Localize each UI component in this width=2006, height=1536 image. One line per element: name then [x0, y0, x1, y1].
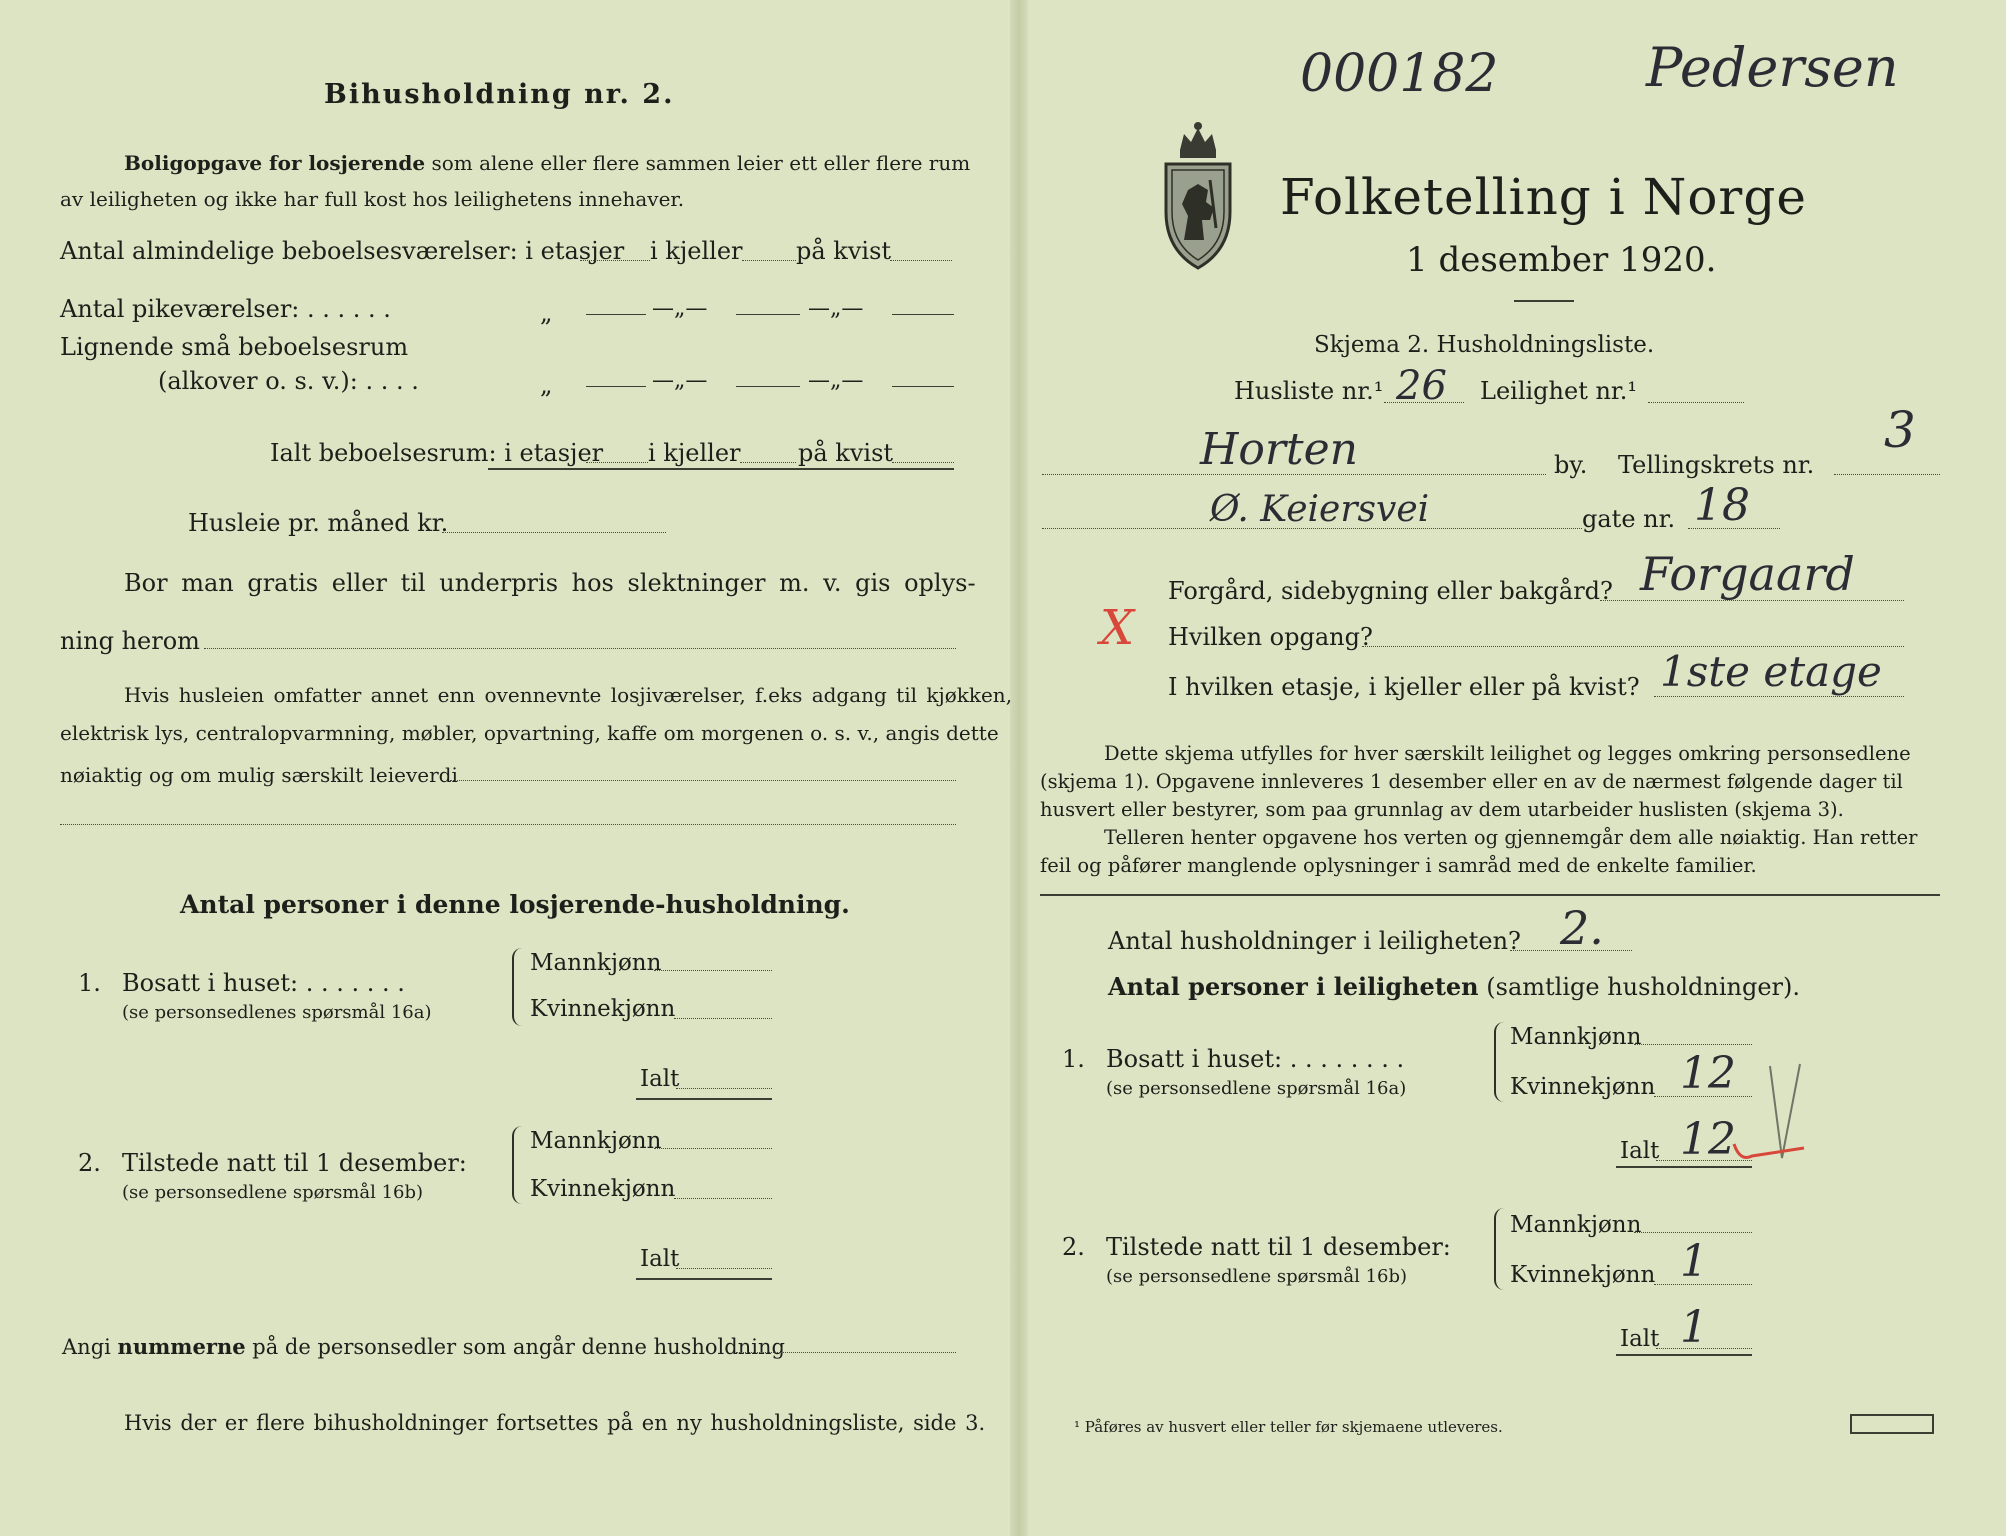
right-item1-num: 1. — [1062, 1045, 1085, 1073]
right-antal-bold: Antal personer i leiligheten — [1108, 972, 1479, 1001]
right-item1-sub: (se personsedlene spørsmål 16a) — [1106, 1078, 1407, 1099]
leilighet-line — [1648, 402, 1744, 403]
tick-marks-icon — [1700, 1058, 1810, 1168]
left-item2-kvinne-label: Kvinnekjønn — [530, 1176, 676, 1202]
hvis-line-b — [60, 824, 956, 825]
instructions-rule — [1040, 894, 1940, 896]
right-item1-ialt-label: Ialt — [1620, 1138, 1660, 1164]
para2-line-1: Telleren henter opgavene hos verten og gjennemgår dem alle nøiaktig. Han retter — [1104, 826, 1918, 849]
pike-line-2 — [736, 314, 800, 315]
right-item1-label: Bosatt i huset: . . . . . . . . — [1106, 1045, 1405, 1073]
lignende-label: Lignende små beboelsesrum — [60, 333, 409, 361]
right-item1-mann-line — [1634, 1044, 1752, 1045]
right-item2-mann-line — [1634, 1232, 1752, 1233]
coat-of-arms-icon — [1158, 120, 1238, 272]
left-item1-ialt-line — [676, 1088, 772, 1089]
alkover-ditto-3: —„— — [808, 368, 864, 393]
right-item1-brace — [1494, 1022, 1506, 1102]
rooms-kjeller-line — [742, 260, 796, 261]
intro-line-2: av leiligheten og ikke har full kost hos leilighetens innehaver. — [60, 187, 685, 211]
bihusholdning-heading: Bihusholdning nr. 2. — [324, 79, 675, 110]
right-antal-line — [1108, 974, 1800, 1000]
right-item2-num: 2. — [1062, 1233, 1085, 1261]
left-item1-brace — [512, 948, 524, 1026]
left-item1-sub: (se personsedlenes spørsmål 16a) — [122, 1002, 432, 1023]
left-antal-heading: Antal personer i denne losjerende-husholdning. — [180, 890, 850, 919]
title-rule — [1514, 300, 1574, 302]
gate-nr-value: 18 — [1694, 480, 1750, 531]
pike-line-3 — [892, 314, 954, 315]
angi-line — [62, 1334, 785, 1360]
para2-line-2: feil og påfører manglende oplysninger i samråd med de enkelte familier. — [1040, 854, 1757, 877]
pike-line-1 — [586, 314, 646, 315]
left-footer: Hvis der er flere bihusholdninger fortsettes på en ny husholdningsliste, side 3. — [124, 1411, 986, 1435]
husleie-line — [442, 532, 666, 533]
left-item2-ialt-label: Ialt — [640, 1246, 680, 1272]
ialt-kvist-label: på kvist — [798, 439, 894, 467]
left-item1-label: Bosatt i huset: . . . . . . . — [122, 969, 405, 997]
hvis-line-a — [450, 780, 956, 781]
left-item2-sub: (se personsedlene spørsmål 16b) — [122, 1182, 424, 1203]
husholdninger-value: 2. — [1560, 901, 1604, 955]
alkover-ditto: „ — [540, 371, 553, 399]
left-item1-kvinne-label: Kvinnekjønn — [530, 996, 676, 1022]
para1-line-2: (skjema 1). Opgavene innleveres 1 desember eller en av de nærmest følgende dager til — [1040, 770, 1903, 793]
forgaard-value: Forgaard — [1640, 547, 1855, 601]
ialt-rooms-label: Ialt beboelsesrum: i etasjer — [270, 439, 604, 467]
left-item2-num: 2. — [78, 1149, 101, 1177]
hw-top-name: Pedersen — [1646, 36, 1899, 99]
right-item2-mann-label: Mannkjønn — [1510, 1212, 1642, 1238]
pike-ditto: „ — [540, 299, 553, 327]
right-item2-kvinne-label: Kvinnekjønn — [1510, 1262, 1656, 1288]
gratis-line — [204, 648, 956, 649]
pike-ditto-3: —„— — [808, 296, 864, 321]
angi-line-fill — [736, 1352, 956, 1353]
angi-bold: nummerne — [117, 1334, 246, 1359]
hvis-line-1: Hvis husleien omfatter annet enn ovennevnte losjiværelser, f.eks adgang til kjøkken, — [124, 683, 1013, 707]
right-antal-rest: (samtlige husholdninger). — [1486, 973, 1801, 1001]
right-item1-kvinne-label: Kvinnekjønn — [1510, 1074, 1656, 1100]
etasje-line — [1654, 696, 1904, 697]
rooms-label: Antal almindelige beboelsesværelser: i etasjer — [60, 237, 625, 265]
rooms-etasjer-line — [580, 260, 650, 261]
left-item1-ialt-label: Ialt — [640, 1066, 680, 1092]
tellingskrets-value: 3 — [1884, 401, 1916, 459]
left-item1-kvinne-line — [674, 1018, 772, 1019]
husliste-label: Husliste nr.¹ — [1234, 377, 1384, 405]
left-item2-label: Tilstede natt til 1 desember: — [122, 1149, 467, 1177]
left-item1-num: 1. — [78, 969, 101, 997]
right-item2-ialt-rule — [1616, 1354, 1752, 1356]
ialt-rooms-underline — [488, 468, 954, 470]
main-title: Folketelling i Norge — [1280, 168, 1807, 226]
alkover-line-3 — [892, 386, 954, 387]
tellingskrets-line — [1834, 474, 1940, 475]
gate-label: gate nr. — [1582, 505, 1676, 533]
hvis-line-3: nøiaktig og om mulig særskilt leieverdi — [60, 763, 458, 787]
left-item1-mann-line — [654, 970, 772, 971]
ialt-kjeller-line — [740, 462, 796, 463]
main-subtitle: 1 desember 1920. — [1406, 240, 1717, 280]
leilighet-label: Leilighet nr.¹ — [1480, 377, 1638, 405]
ialt-kjeller-label: i kjeller — [648, 439, 741, 467]
skjema-label: Skjema 2. Husholdningsliste. — [1314, 332, 1655, 358]
intro-bold: Boligopgave for losjerende — [124, 151, 426, 175]
right-item2-ialt-value: 1 — [1680, 1302, 1708, 1353]
alkover-ditto-2: —„— — [652, 368, 708, 393]
rooms-kjeller-label: i kjeller — [650, 237, 743, 265]
para1-line-3: husvert eller bestyrer, som paa grunnlag av dem utarbeider huslisten (skjema 3). — [1040, 798, 1844, 821]
left-item2-brace — [512, 1126, 524, 1204]
husholdninger-label: Antal husholdninger i leiligheten? — [1108, 927, 1521, 955]
ialt-kvist-line — [892, 462, 954, 463]
etasje-label: I hvilken etasje, i kjeller eller på kvist? — [1168, 673, 1640, 701]
left-item1-mann-label: Mannkjønn — [530, 950, 662, 976]
left-item2-mann-line — [654, 1148, 772, 1149]
angi-pre: Angi — [62, 1335, 111, 1359]
alkover-label: (alkover o. s. v.): . . . . — [158, 367, 419, 395]
hw-top-number: 000182 — [1300, 44, 1499, 104]
left-item1-ialt-rule — [636, 1098, 772, 1100]
pike-label: Antal pikeværelser: . . . . . . — [60, 295, 391, 323]
gratis-line-1: Bor man gratis eller til underpris hos slektninger m. v. gis oplys- — [124, 569, 976, 597]
angi-rest: på de personsedler som angår denne husholdning — [252, 1335, 785, 1359]
left-item2-ialt-rule — [636, 1278, 772, 1280]
opgang-label: Hvilken opgang? — [1168, 623, 1373, 651]
right-item2-label: Tilstede natt til 1 desember: — [1106, 1233, 1451, 1261]
etasje-value: 1ste etage — [1660, 647, 1882, 696]
intro-line-1 — [124, 150, 970, 176]
gate-value: Ø. Keiersvei — [1210, 489, 1430, 530]
rooms-kvist-line — [890, 260, 952, 261]
pike-ditto-2: —„— — [652, 296, 708, 321]
right-item2-sub: (se personsedlene spørsmål 16b) — [1106, 1266, 1408, 1287]
right-item2-ialt-label: Ialt — [1620, 1326, 1660, 1352]
by-label: by. — [1554, 451, 1588, 479]
para1-line-1: Dette skjema utfylles for hver særskilt leilighet og legges omkring personsedlene — [1104, 742, 1911, 765]
right-footnote: ¹ Påføres av husvert eller teller før skjemaene utleveres. — [1074, 1418, 1503, 1436]
left-item2-mann-label: Mannkjønn — [530, 1128, 662, 1154]
forgaard-label: Forgård, sidebygning eller bakgård? — [1168, 577, 1613, 605]
husleie-label: Husleie pr. måned kr. — [188, 509, 449, 537]
left-item2-kvinne-line — [674, 1198, 772, 1199]
opgang-mark: X — [1100, 600, 1135, 656]
rooms-kvist-label: på kvist — [796, 237, 892, 265]
by-value: Horten — [1200, 424, 1358, 475]
right-item1-mann-label: Mannkjønn — [1510, 1024, 1642, 1050]
page-fold — [1010, 0, 1028, 1536]
right-item2-brace — [1494, 1208, 1506, 1290]
tellingskrets-label: Tellingskrets nr. — [1618, 451, 1815, 479]
right-item2-kvinne-value: 1 — [1680, 1236, 1708, 1287]
intro-rest: som alene eller flere sammen leier ett eller flere rum — [431, 151, 971, 175]
husliste-value: 26 — [1396, 363, 1447, 409]
right-item1-ialt-value: 12 — [1680, 1114, 1736, 1165]
instructions-paragraph — [1040, 740, 1940, 880]
alkover-line-2 — [736, 386, 800, 387]
ialt-etasjer-line — [586, 462, 648, 463]
alkover-line-1 — [586, 386, 646, 387]
right-item1-kvinne-value: 12 — [1680, 1048, 1736, 1099]
printer-stamp — [1850, 1414, 1934, 1434]
gratis-line-2: ning herom — [60, 627, 200, 655]
left-item2-ialt-line — [676, 1268, 772, 1269]
hvis-line-2: elektrisk lys, centralopvarmning, møbler, opvartning, kaffe om morgenen o. s. v., angis dette — [60, 721, 999, 745]
